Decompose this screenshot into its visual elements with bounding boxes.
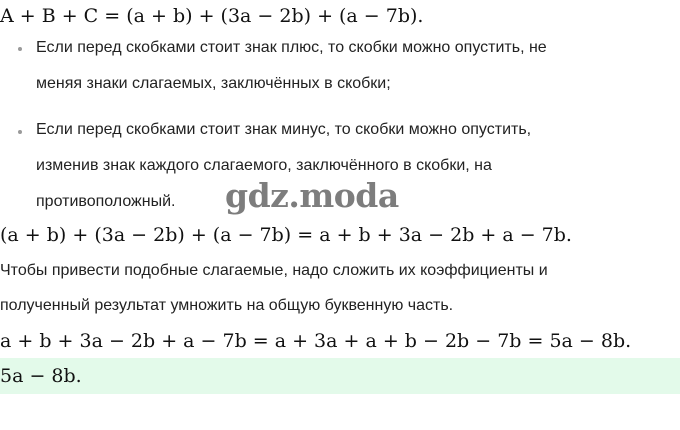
bullet-2-line-1: Если перед скобками стоит знак минус, то скобки можно опустить, [36,121,532,138]
bullet-2-line-3: противоположный. [36,193,176,210]
bullet-marker [18,47,22,51]
bullet-2-line-2: изменив знак каждого слагаемого, заключённого в скобки, на [36,157,492,174]
equation-line-2: (a + b) + (3a − 2b) + (a − 7b) = a + b + 3a − 2b + a − 7b. [0,224,572,246]
explanation-line-2: полученный результат умножить на общую буквенную часть. [0,297,454,314]
equation-line-1: A + B + C = (a + b) + (3a − 2b) + (a − 7b). [0,5,424,27]
bullet-1-line-2: меняя знаки слагаемых, заключённых в скобки; [36,75,391,92]
answer-text: 5a − 8b. [0,365,82,387]
bullet-1-line-1: Если перед скобками стоит знак плюс, то скобки можно опустить, не [36,39,547,56]
equation-line-3: a + b + 3a − 2b + a − 7b = a + 3a + a + b − 2b − 7b = 5a − 8b. [0,330,632,352]
watermark-logo: gdz.moda [225,176,399,215]
answer-box [0,358,680,394]
bullet-marker [18,130,22,134]
explanation-line-1: Чтобы привести подобные слагаемые, надо сложить их коэффициенты и [0,262,548,279]
